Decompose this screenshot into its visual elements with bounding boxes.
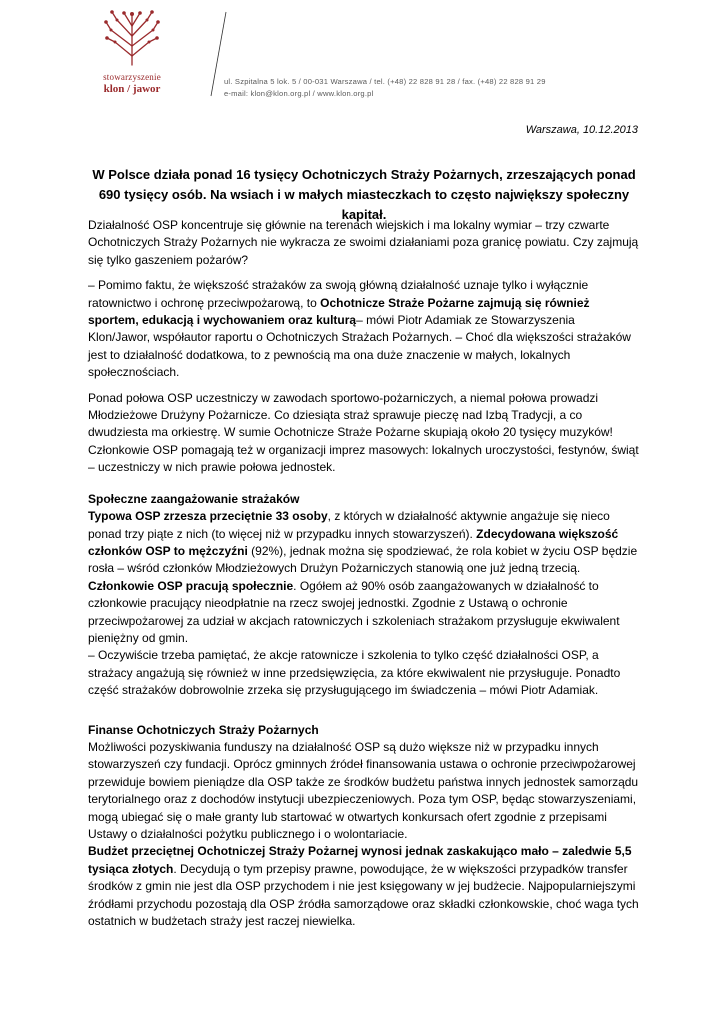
- logo-line-2: klon / jawor: [103, 83, 161, 95]
- paragraph-activities: Ponad połowa OSP uczestniczy w zawodach sportowo-pożarniczych, a niemal połowa prowadzi Młodzieżowe Drużyny Pożarnicze. Co dziesiąta straż sprawuje pieczę nad Izbą Tradycji, a co dwudziesta ma orkiestrę. W sumie Ochotnicze Straże Pożarne skupiają około 20 tysięcy muzyków! Członkowie OSP pomagają też w organizacji imprez masowych: lokalnych uroczystości, festynów, świąt – uczestniczy w nich prawie połowa jednostek.: [88, 390, 639, 475]
- paragraph-quote: [88, 277, 640, 381]
- document-body: [88, 217, 640, 930]
- document-title: W Polsce działa ponad 16 tysięcy Ochotniczych Straży Pożarnych, zrzeszających ponad 690 tysięcy osób. Na wsiach i w małych miasteczkach to często największy społeczny kapitał.: [92, 167, 636, 222]
- bold-fact: Budżet przeciętnej Ochotniczej Straży Pożarnej wynosi jednak zaskakująco mało – zaledwie 5,5 tysiąca złotych: [88, 844, 632, 876]
- bold-fact: Zdecydowana większość członków OSP to mężczyźni: [88, 526, 619, 558]
- body-text: , z których w działalność aktywnie angażuje się nieco ponad trzy piąte z nich (to więcej niż w przypadku innych stowarzyszeń).: [88, 509, 610, 541]
- bold-fact: Typowa OSP zrzesza przeciętnie 33 osoby: [88, 509, 328, 524]
- logo-line-1: stowarzyszenie: [103, 72, 161, 82]
- body-text: . Decydują o tym przepisy prawne, powodujące, że w większości przypadków transfer środków z gmin nie jest dla OSP przychodem i nie jest księgowany w jej budżecie. Najpopularniejszymi źródłami przychodu pozostają dla OSP źródła samorządowe oraz składki członkowskie, choć waga tych ostatnich w budżetach straży jest raczej niewielka.: [88, 861, 639, 929]
- quote-text-a: – Pomimo faktu, że większość strażaków za swoją główną działalność uznaje tylko i wyłącznie ratownictwo i ochronę przeciwpożarową, to: [88, 278, 589, 310]
- body-text: – Oczywiście trzeba pamiętać, że akcje ratownicze i szkolenia to tylko część działalności OSP, a strażacy angażują się również w inne przedsięwzięcia, za które ekwiwalent nie przysługuje. Ponadto część strażaków dobrowolnie zrzeka się przysługującego im świadczenia – mówi Piotr Adamiak.: [88, 648, 621, 698]
- section-heading: Finanse Ochotniczych Straży Pożarnych: [88, 722, 319, 737]
- quote-text-c: – mówi Piotr Adamiak ze Stowarzyszenia Klon/Jawor, współautor raportu o Ochotniczych Strażach Pożarnych. – Choć dla większości strażaków jest to działalność dodatkowa, to z pewnością ma ona duże znaczenie w małych, lokalnych społecznościach.: [88, 313, 631, 380]
- contact-info: [224, 76, 546, 100]
- body-text: . Ogółem aż 90% osób zaangażowanych w działalność to członkowie pracujący nieodpłatnie na rzecz swojej jednostki. Zgodnie z Ustawą o ochronie przeciwpożarowej za udział w akcjach ratowniczych i szkoleniach strażakom przysługuje ekwiwalent pieniężny od gmin.: [88, 578, 620, 645]
- section-finance: [88, 722, 640, 931]
- bold-fact: Członkowie OSP pracują społecznie: [88, 578, 294, 593]
- section-engagement: [88, 491, 640, 700]
- email-web-line: e-mail: klon@klon.org.pl / www.klon.org.pl: [224, 89, 374, 98]
- body-text: (92%), jednak można się spodziewać, że rola kobiet w życiu OSP będzie rosła – wśród członków Młodzieżowych Drużyn Pożarniczych stanowią one już jedną trzecią.: [88, 543, 638, 576]
- address-line: ul. Szpitalna 5 lok. 5 / 00-031 Warszawa / tel. (+48) 22 828 91 28 / fax. (+48) 22 828 91 29: [224, 77, 546, 86]
- section-heading: Społeczne zaangażowanie strażaków: [88, 491, 300, 506]
- body-text: Możliwości pozyskiwania funduszy na działalność OSP są dużo większe niż w przypadku innych stowarzyszeń czy fundacji. Oprócz gminnych źródeł finansowania ustawa o ochronie przeciwpożarowej przewiduje bowiem pieniądze dla OSP także ze środków budżetu państwa innych jednostek samorządu terytorialnego oraz z dochodów instytucji ubezpieczeniowych. Poza tym OSP, będąc stowarzyszeniami, mogą ubiegać się o małe granty lub startować w otwartych konkursach ofert zgodnie z przepisami Ustawy o działalności pożytku publicznego i o wolontariacie.: [88, 739, 639, 841]
- document-date: Warszawa, 10.12.2013: [525, 124, 638, 136]
- letterhead: [0, 0, 725, 110]
- quote-bold: Ochotnicze Straże Pożarne zajmują się również sportem, edukacją i wychowaniem oraz kulturą: [88, 295, 590, 328]
- paragraph-intro: Działalność OSP koncentruje się głównie na terenach wiejskich i ma lokalny wymiar – trzy czwarte Ochotniczych Straży Pożarnych nie wykracza ze swoimi działaniami poza granicę powiatu. Czy zajmują się tylko gaszeniem pożarów?: [88, 218, 639, 267]
